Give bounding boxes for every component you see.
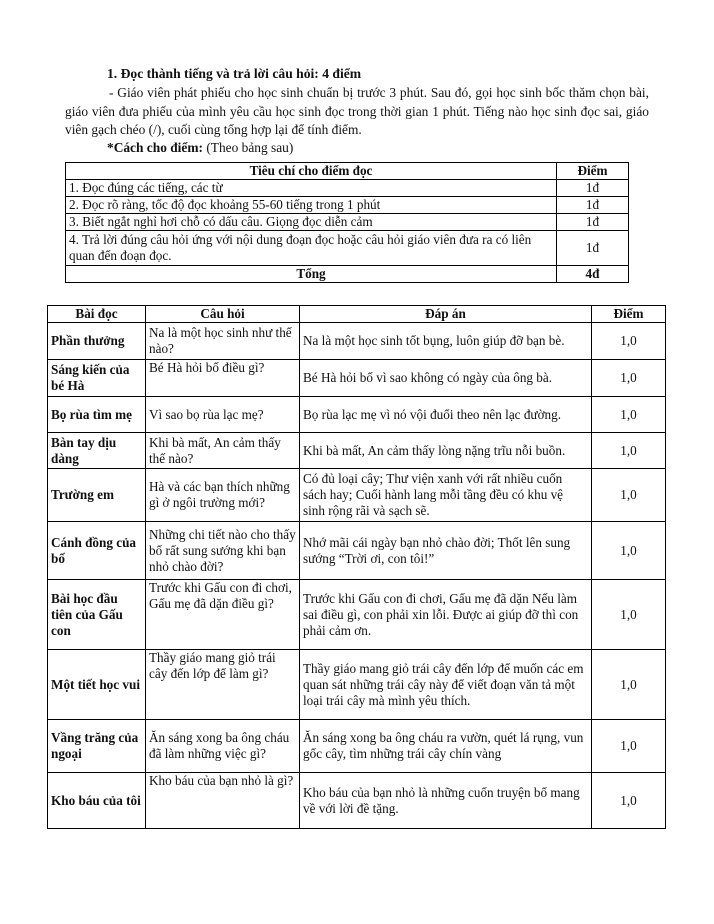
- lesson-row: [48, 720, 666, 773]
- lesson-answer: Thầy giáo mang giỏ trái cây đến lớp để muốn các em quan sát những trái cây này để viết đoạn văn tả một loại trái cây mà mình yêu thích.: [300, 650, 592, 720]
- criteria-row: [66, 197, 629, 214]
- lesson-row: [48, 469, 666, 522]
- criteria-row: [66, 231, 629, 266]
- criteria-points: 1đ: [557, 197, 629, 214]
- lesson-question: Ăn sáng xong ba ông cháu đã làm những việc gì?: [146, 720, 300, 773]
- lesson-row: [48, 522, 666, 580]
- criteria-points: 1đ: [557, 214, 629, 231]
- lessons-table: [47, 305, 666, 829]
- criteria-text: 2. Đọc rõ ràng, tốc độ đọc khoảng 55-60 tiếng trong 1 phút: [66, 197, 557, 214]
- lesson-question: Thầy giáo mang giỏ trái cây đến lớp để làm gì?: [146, 650, 300, 720]
- lesson-score: 1,0: [592, 580, 666, 650]
- criteria-text: 3. Biết ngắt nghỉ hơi chỗ có dấu câu. Giọng đọc diễn cảm: [66, 214, 557, 231]
- lesson-question: Những chi tiết nào cho thấy bố rất sung sướng khi bạn nhỏ chào đời?: [146, 522, 300, 580]
- scoring-line: [107, 140, 293, 156]
- criteria-header-row: [66, 163, 629, 180]
- lesson-answer: Trước khi Gấu con đi chơi, Gấu mẹ đã dặn Nếu làm sai điều gì, con phải xin lỗi. Được ai giúp đỡ thì con phải cảm ơn.: [300, 580, 592, 650]
- lesson-name: Cánh đồng của bố: [48, 522, 146, 580]
- criteria-text: 4. Trả lời đúng câu hỏi ứng với nội dung đoạn đọc hoặc câu hỏi giáo viên đưa ra có liên quan đến đoạn đọc.: [66, 231, 557, 266]
- lesson-score: 1,0: [592, 469, 666, 522]
- lesson-name: Vầng trăng của ngoại: [48, 720, 146, 773]
- lesson-name: Trường em: [48, 469, 146, 522]
- lesson-score: 1,0: [592, 773, 666, 829]
- lesson-answer: Bé Hà hỏi bố vì sao không có ngày của ông bà.: [300, 360, 592, 397]
- criteria-row: [66, 180, 629, 197]
- lesson-row: [48, 580, 666, 650]
- lesson-name: Kho báu của tôi: [48, 773, 146, 829]
- criteria-table: [65, 162, 629, 283]
- criteria-row: [66, 214, 629, 231]
- lesson-score: 1,0: [592, 323, 666, 360]
- lesson-row: [48, 397, 666, 433]
- lesson-question: Khi bà mất, An cảm thấy thế nào?: [146, 433, 300, 469]
- score-header: Điểm: [592, 306, 666, 323]
- lesson-row: [48, 360, 666, 397]
- criteria-text: 1. Đọc đúng các tiếng, các từ: [66, 180, 557, 197]
- lesson-question: Kho báu của bạn nhỏ là gì?: [146, 773, 300, 829]
- points-header: Điểm: [557, 163, 629, 180]
- lesson-name: Một tiết học vui: [48, 650, 146, 720]
- lesson-score: 1,0: [592, 650, 666, 720]
- lesson-question: Na là một học sinh như thế nào?: [146, 323, 300, 360]
- lesson-name: Bài học đầu tiên của Gấu con: [48, 580, 146, 650]
- lesson-score: 1,0: [592, 360, 666, 397]
- lesson-answer: Kho báu của bạn nhỏ là những cuốn truyện bố mang về với lời đề tặng.: [300, 773, 592, 829]
- lessons-header-row: [48, 306, 666, 323]
- criteria-points: 1đ: [557, 231, 629, 266]
- lesson-name: Phần thưởng: [48, 323, 146, 360]
- lesson-score: 1,0: [592, 433, 666, 469]
- lesson-name: Bọ rùa tìm mẹ: [48, 397, 146, 433]
- lesson-row: [48, 773, 666, 829]
- lesson-question: Trước khi Gấu con đi chơi, Gấu mẹ đã dặn điều gì?: [146, 580, 300, 650]
- lesson-row: [48, 433, 666, 469]
- lesson-question: Vì sao bọ rùa lạc mẹ?: [146, 397, 300, 433]
- lesson-answer: Na là một học sinh tốt bụng, luôn giúp đỡ bạn bè.: [300, 323, 592, 360]
- lesson-header: Bài đọc: [48, 306, 146, 323]
- lesson-row: [48, 323, 666, 360]
- instruction-paragraph: - Giáo viên phát phiếu cho học sinh chuẩn bị trước 3 phút. Sau đó, gọi học sinh bốc thăm chọn bài, giáo viên đưa phiếu của mình yêu cầu học sinh đọc trong thời gian 1 phút. Tiếng nào học sinh đọc sai, giáo viên gạch chéo (/), cuối cùng tổng hợp lại để tính điểm.: [65, 85, 649, 137]
- criteria-header: Tiêu chí cho điểm đọc: [66, 163, 557, 180]
- lesson-question: Bé Hà hỏi bố điều gì?: [146, 360, 300, 397]
- lesson-score: 1,0: [592, 522, 666, 580]
- criteria-points: 1đ: [557, 180, 629, 197]
- lesson-answer: Ăn sáng xong ba ông cháu ra vườn, quét lá rụng, vun gốc cây, tìm những trái cây chín vàng: [300, 720, 592, 773]
- scoring-note: (Theo bảng sau): [206, 140, 294, 155]
- lesson-answer: Bọ rùa lạc mẹ vì nó vội đuổi theo nên lạc đường.: [300, 397, 592, 433]
- question-header: Câu hỏi: [146, 306, 300, 323]
- scoring-label: *Cách cho điểm:: [107, 140, 203, 155]
- lesson-name: Bàn tay dịu dàng: [48, 433, 146, 469]
- lesson-row: [48, 650, 666, 720]
- lesson-answer: Có đủ loại cây; Thư viện xanh với rất nhiều cuốn sách hay; Cuối hành lang mỗi tầng đều có khu vệ sinh rộng rãi và sạch sẽ.: [300, 469, 592, 522]
- total-label: Tổng: [66, 266, 557, 283]
- lesson-question: Hà và các bạn thích những gì ở ngôi trường mới?: [146, 469, 300, 522]
- criteria-total-row: [66, 266, 629, 283]
- lesson-score: 1,0: [592, 397, 666, 433]
- lesson-answer: Nhớ mãi cái ngày bạn nhỏ chào đời; Thốt lên sung sướng “Trời ơi, con tôi!”: [300, 522, 592, 580]
- answer-header: Đáp án: [300, 306, 592, 323]
- total-points: 4đ: [557, 266, 629, 283]
- lesson-score: 1,0: [592, 720, 666, 773]
- lesson-name: Sáng kiến của bé Hà: [48, 360, 146, 397]
- section-heading: 1. Đọc thành tiếng và trả lời câu hỏi: 4 điểm: [107, 66, 362, 81]
- lesson-answer: Khi bà mất, An cảm thấy lòng nặng trĩu nỗi buồn.: [300, 433, 592, 469]
